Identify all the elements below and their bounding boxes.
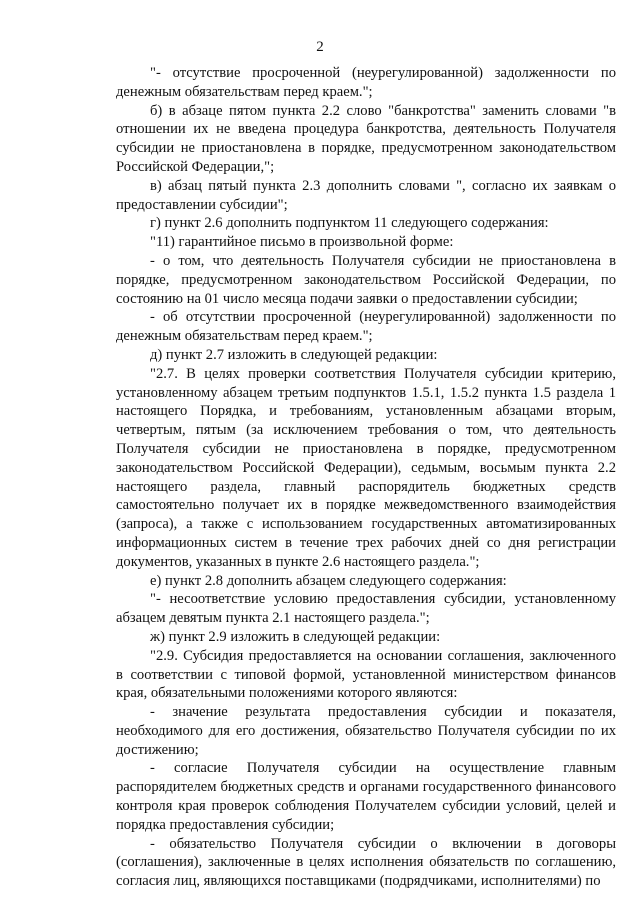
paragraph-result-value: - значение результата предоставления субсидии и показателя, необходимого для его достижения, обязательство Получателя субсидии по их достижению;: [116, 704, 616, 758]
paragraph-v-applications: в) абзац пятый пункта 2.3 дополнить словами ", согласно их заявкам о предоставлении субсидии";: [116, 177, 616, 213]
paragraph-activity-not-suspended: - о том, что деятельность Получателя субсидии не приостановлена в порядке, предусмотренном законодательством Российской Федерации, по состоянию на 01 число месяца подачи заявки о предоставлении субсидии;: [116, 252, 616, 307]
paragraph-clause-2-7-text: "2.7. В целях проверки соответствия Получателя субсидии критерию, установленному абзацем третьим подпунктов 1.5.1, 1.5.2 пункта 1.5 раздела 1 настоящего Порядка, и требованиям, установленным абзацами вторым, четвертым, пятым (за исключением требования о том, что деятельность Получателя субсидии не приостановлена в порядке, предусмотренном законодательством Российской Федерации), седьмым, восьмым пункта 2.2 настоящего раздела, главный распорядитель бюджетных средств самостоятельно получает их в порядке межведомственного взаимодействия (запроса), а также с использованием государственных автоматизированных информационных систем в течение трех рабочих дней со дня регистрации документов, указанных в пункте 2.6 настоящего раздела.";: [116, 365, 616, 570]
paragraph-d-clause-2-7: д) пункт 2.7 изложить в следующей редакции:: [150, 346, 438, 363]
paragraph-g-subclause-11: г) пункт 2.6 дополнить подпунктом 11 следующего содержания:: [150, 215, 549, 232]
paragraph-b-bankruptcy: б) в абзаце пятом пункта 2.2 слово "банкротства" заменить словами "в отношении их не введена процедура банкротства, деятельность Получателя субсидии не приостановлена в порядке, предусмотренном законодательством Российской Федерации,";: [116, 102, 616, 175]
paragraph-e-clause-2-8: е) пункт 2.8 дополнить абзацем следующего содержания:: [150, 572, 507, 589]
paragraph-clause-2-9-text: "2.9. Субсидия предоставляется на основании соглашения, заключенного в соответствии с типовой формой, установленной министерством финансов края, обязательными положениями которого являются:: [116, 647, 616, 702]
paragraph-zh-clause-2-9: ж) пункт 2.9 изложить в следующей редакции:: [150, 628, 441, 645]
paragraph-guarantee-letter: "11) гарантийное письмо в произвольной форме:: [150, 234, 454, 251]
paragraph-consent-checks: - согласие Получателя субсидии на осуществление главным распорядителем бюджетных средств и органами государственного финансового контроля края проверок соблюдения Получателем субсидии условий, целей и порядка предоставления субсидии;: [116, 760, 616, 833]
paragraph-no-overdue-debt: - об отсутствии просроченной (неурегулированной) задолженности по денежным обязательствам перед краем.";: [116, 309, 616, 345]
paragraph-debt-absence: "- отсутствие просроченной (неурегулированной) задолженности по денежным обязательствам перед краем.";: [116, 65, 616, 100]
document-body: [116, 64, 616, 891]
paragraph-contracts-obligation: - обязательство Получателя субсидии о включении в договоры (соглашения), заключенные в целях исполнения обязательств по соглашению, согласия лиц, являющихся поставщиками (подрядчиками, исполнителями) по: [116, 835, 616, 890]
page-number: 2: [316, 39, 324, 55]
paragraph-nonconformity: "- несоответствие условию предоставления субсидии, установленному абзацем девятым пункта 2.1 настоящего раздела.";: [116, 591, 616, 627]
